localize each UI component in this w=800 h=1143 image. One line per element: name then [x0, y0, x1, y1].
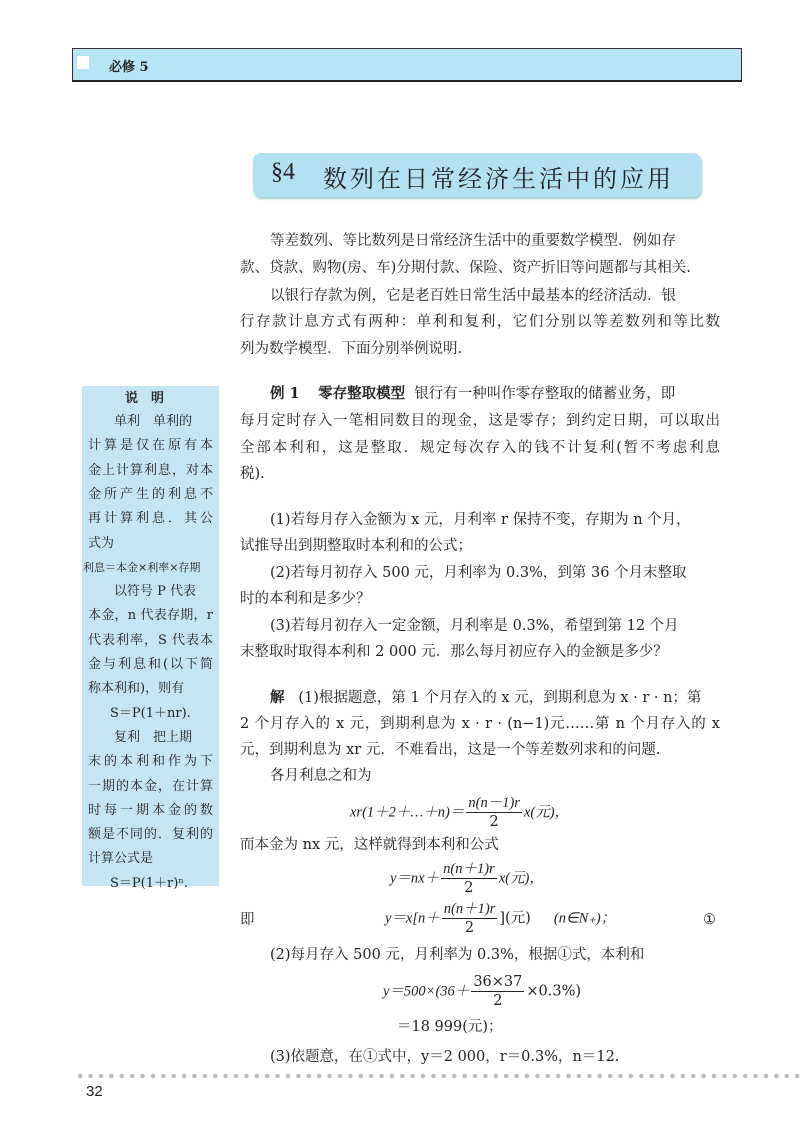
section-title: [253, 153, 701, 197]
solution-line: 各月利息之和为: [270, 768, 372, 784]
example-line: 税).: [240, 466, 265, 482]
formula-left: y＝500×(36＋: [383, 983, 470, 1000]
formula-1: [385, 900, 615, 937]
formula-right: ×0.3%): [526, 983, 582, 1000]
example-label: 例 1: [270, 385, 300, 402]
sidebar-line: 称本利和)，则有: [88, 681, 185, 697]
solution-line: 而本金为 nx 元，这样就得到本利和公式: [240, 837, 499, 853]
section-number: §4: [271, 159, 295, 185]
solution-line: 即: [240, 912, 255, 928]
sidebar-line: S＝P(1＋nr).: [110, 705, 191, 721]
example-line: (1)若每月存入金额为 x 元，月利率 r 保持不变，存期为 n 个月，: [270, 512, 691, 528]
example-line: 试推导出到期整取时本利和的公式；: [240, 538, 472, 554]
sidebar-line: 本金，n 代表存期，r: [88, 608, 213, 624]
formula-condition: (n∈N₊)；: [553, 910, 616, 927]
fraction: [441, 860, 497, 897]
book-label: 必修 5: [109, 60, 149, 75]
solution-heading: [270, 688, 701, 708]
sidebar-line: 金与利息和(以下简: [88, 657, 213, 672]
example-line: 每月定时存入一笔相同数目的现金，这是零存；到约定日期，可以取出: [240, 413, 720, 429]
example-line: 全部本利和，这是整取．规定每次存入的钱不计复利(暂不考虑利息: [240, 440, 720, 456]
fraction: [442, 900, 498, 937]
example-text: 银行有一种叫作零存整取的储蓄业务，即: [414, 386, 676, 402]
formula-left: xr(1＋2＋…＋n)＝: [350, 804, 465, 821]
intro-line: 等差数列、等比数列是日常经济生活中的重要数学模型．例如存: [270, 233, 676, 249]
denominator: 2: [493, 993, 503, 1009]
formula-left: y＝nx＋: [390, 870, 440, 887]
formula-right: x(元)，: [523, 804, 570, 821]
sidebar-line: 代表利率，S 代表本: [88, 632, 213, 648]
intro-line: 行存款计息方式有两种：单利和复利，它们分别以等差数列和等比数: [240, 314, 720, 330]
sidebar-line: 利息＝本金×利率×存期: [83, 560, 201, 574]
solution-text: (1)根据题意，第 1 个月存入的 x 元，到期利息为 x · r · n；第: [298, 690, 702, 706]
solution-line: (3)依题意，在①式中，y＝2 000，r＝0.3%，n＝12.: [270, 1049, 620, 1065]
example-line: 时的本利和是多少？: [240, 591, 371, 607]
fraction: [466, 794, 522, 831]
intro-line: 以银行存款为例，它是老百姓日常生活中最基本的经济活动．银: [270, 288, 676, 304]
sidebar-line: 金上计算利息，对本: [88, 462, 213, 478]
formula-tag: ①: [703, 912, 716, 928]
sidebar-line: S＝P(1＋r)ⁿ.: [110, 875, 189, 891]
sidebar-line: 金所产生的利息不: [88, 486, 213, 502]
example-heading: [270, 384, 675, 404]
formula-left: y＝x[n＋: [385, 910, 440, 927]
example-name: 零存整取模型: [318, 385, 406, 402]
running-header: [72, 48, 742, 82]
formula-result: ＝18 999(元)；: [397, 1019, 503, 1035]
example-line: (2)若每月初存入 500 元，月利率为 0.3%，到第 36 个月末整取: [270, 565, 687, 581]
numerator: n(n＋1)r: [443, 861, 495, 877]
sidebar-line: 计算是仅在原有本: [88, 438, 213, 454]
sidebar-line: 以符号 P 代表: [114, 584, 197, 600]
sidebar-line: 时每一期本金的数: [88, 802, 213, 818]
header-square-icon: [77, 56, 89, 69]
denominator: 2: [489, 814, 499, 830]
sidebar-line: 额是不同的．复利的: [88, 827, 213, 843]
numerator: n(n＋1)r: [443, 901, 496, 917]
footer-dotted-rule: [75, 1073, 800, 1079]
solution-line: 2 个月存入的 x 元，到期利息为 x · r · (n−1)元……第 n 个月存入的 x: [240, 716, 720, 732]
sidebar-line: 一期的本金，在计算: [88, 778, 213, 794]
sidebar-line: 单利 单利的: [114, 414, 193, 429]
formula-principal-sum: [390, 860, 544, 897]
page-number: 32: [86, 1083, 103, 1100]
numerator: 36×37: [473, 974, 523, 990]
sidebar-line: 式为: [88, 535, 115, 551]
solution-line: (2)每月存入 500 元，月利率为 0.3%，根据①式，本利和: [270, 947, 645, 963]
example-line: 末整取时取得本利和 2 000 元．那么每月初应存入的金额是多少？: [240, 644, 668, 660]
sidebar-line: 复利 把上期: [114, 729, 193, 745]
formula-right: x(元)，: [498, 870, 544, 887]
section-title-text: 数列在日常经济生活中的应用: [323, 165, 674, 193]
solution-line: 元，到期利息为 xr 元．不难看出，这是一个等差数列求和的问题.: [240, 742, 661, 758]
formula-part2: [383, 973, 581, 1010]
sidebar-line: 再计算利息．其公: [88, 511, 213, 527]
numerator: n(n－1)r: [468, 795, 520, 811]
sidebar-line: 末的本利和作为下: [88, 754, 213, 770]
denominator: 2: [464, 920, 475, 936]
formula-interest-sum: [350, 794, 569, 831]
intro-line: 款、贷款、购物(房、车)分期付款、保险、资产折旧等问题都与其相关.: [240, 260, 691, 276]
example-line: (3)若每月初存入一定金额，月利率是 0.3%，希望到第 12 个月: [270, 618, 679, 634]
sidebar-line: 计算公式是: [88, 851, 154, 867]
solution-label: 解: [270, 689, 285, 706]
denominator: 2: [464, 880, 474, 896]
fraction: [471, 973, 524, 1010]
intro-line: 列为数学模型．下面分别举例说明.: [240, 341, 463, 357]
sidebar-title: 说 明: [125, 391, 165, 406]
formula-right: ](元): [499, 910, 531, 927]
